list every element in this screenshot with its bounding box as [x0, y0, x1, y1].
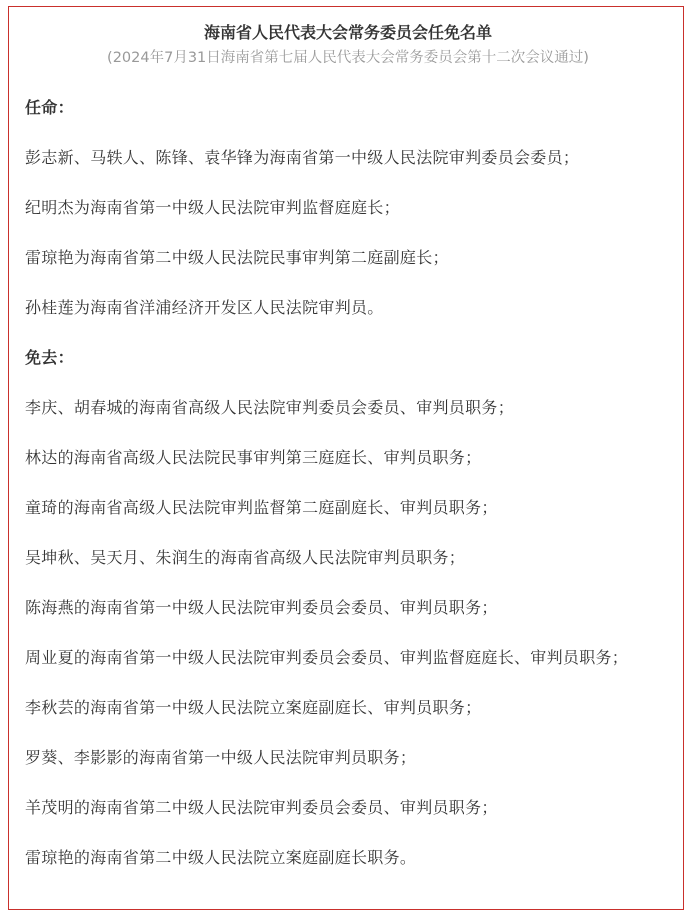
- removal-item: 林达的海南省高级人民法院民事审判第三庭庭长、审判员职务；: [25, 448, 482, 467]
- appointment-item: 彭志新、马轶人、陈锋、袁华锋为海南省第一中级人民法院审判委员会委员；: [25, 148, 580, 167]
- document-subtitle: (2024年7月31日海南省第七届人民代表大会常务委员会第十二次会议通过): [107, 50, 589, 66]
- removal-item: 李秋芸的海南省第一中级人民法院立案庭副庭长、审判员职务；: [25, 698, 482, 717]
- removal-item: 周业夏的海南省第一中级人民法院审判委员会委员、审判监督庭庭长、审判员职务；: [25, 648, 629, 667]
- removal-item: 陈海燕的海南省第一中级人民法院审判委员会委员、审判员职务；: [25, 598, 498, 617]
- document-title: 海南省人民代表大会常务委员会任免名单: [203, 23, 492, 42]
- removal-item: 羊茂明的海南省第二中级人民法院审判委员会委员、审判员职务；: [25, 798, 498, 817]
- document-body: [25, 95, 671, 895]
- removal-item: 童琦的海南省高级人民法院审判监督第二庭副庭长、审判员职务；: [25, 498, 498, 517]
- removals-heading: 免去：: [25, 348, 74, 367]
- removal-item: 雷琼艳的海南省第二中级人民法院立案庭副庭长职务。: [25, 848, 417, 867]
- removal-item: 罗葵、李影影的海南省第一中级人民法院审判员职务；: [25, 748, 417, 767]
- appointment-item: 纪明杰为海南省第一中级人民法院审判监督庭庭长；: [25, 198, 400, 217]
- appointment-item: 孙桂莲为海南省洋浦经济开发区人民法院审判员。: [25, 298, 384, 317]
- removal-item: 李庆、胡春城的海南省高级人民法院审判委员会委员、审判员职务；: [25, 398, 515, 417]
- appointment-item: 雷琼艳为海南省第二中级人民法院民事审判第二庭副庭长；: [25, 248, 449, 267]
- removal-item: 吴坤秋、吴天月、朱润生的海南省高级人民法院审判员职务；: [25, 548, 466, 567]
- appointments-heading: 任命：: [25, 98, 74, 117]
